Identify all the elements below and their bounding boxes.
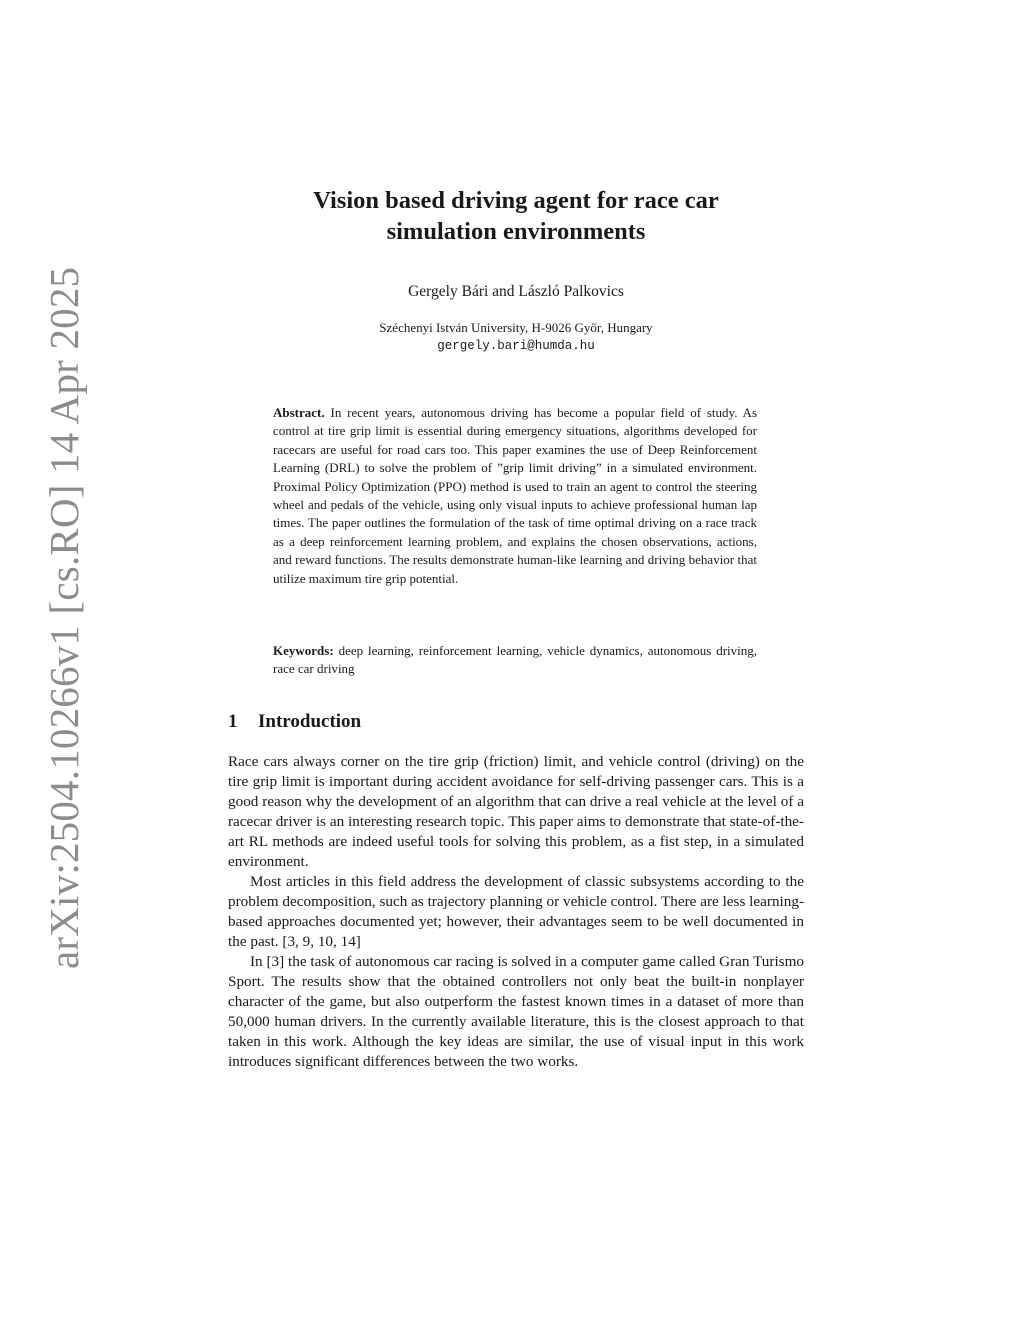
keywords (273, 642, 757, 679)
title-line-1: Vision based driving agent for race car (313, 187, 719, 214)
affiliation: Széchenyi István University, H-9026 Győr, Hungary (379, 320, 653, 335)
authors: Gergely Bári and László Palkovics (408, 283, 624, 300)
paper-title (228, 185, 804, 247)
section-number: 1 (228, 711, 238, 732)
affiliation-block (228, 318, 804, 356)
title-line-2: simulation environments (386, 218, 646, 245)
abstract-text: In recent years, autonomous driving has become a popular field of study. As control at tire grip limit is essential during emergency situations, algorithms developed for racecars are useful for road cars too. This paper examines the use of Deep Reinforcement Learning (DRL) to solve the problem of ”grip limit driving” in a simulated environment. Proximal Policy Optimization (PPO) method is used to train an agent to control the steering wheel and pedals of the vehicle, using only visual inputs to achieve professional human lap times. The paper outlines the formulation of the task of time optimal driving on a race track as a deep reinforcement learning problem, and explains the chosen observations, actions, and reward functions. The results demonstrate human-like learning and driving behavior that utilize maximum tire grip potential. (273, 405, 758, 586)
paragraph: Race cars always corner on the tire grip (friction) limit, and vehicle control (driving) on the tire grip limit is important during accident avoidance for self-driving passenger cars. This is a good reason why the development of an algorithm that can drive a real vehicle at the level of a racecar driver is an interesting research topic. This paper aims to demonstrate that state-of-the-art RL methods are indeed useful tools for solving this problem, as a fist step, in a simulated environment. (228, 753, 804, 870)
paragraph: In [3] the task of autonomous car racing is solved in a computer game called Gran Turismo Sport. The results show that the obtained controllers not only beat the built-in nonplayer character of the game, but also outperform the fastest known times in a dataset of more than 50,000 human drivers. In the currently available literature, this is the closest approach to that taken in this work. Although the key ideas are similar, the use of visual input in this work introduces significant differences between the two works. (228, 953, 804, 1070)
keywords-label: Keywords: (273, 643, 334, 658)
author-email[interactable]: gergely.bari@humda.hu (437, 339, 595, 353)
section-body (228, 752, 804, 1072)
keywords-text: deep learning, reinforcement learning, vehicle dynamics, autonomous driving, race car driving (273, 643, 757, 677)
abstract-label: Abstract. (273, 405, 325, 420)
section-heading (228, 711, 361, 733)
arxiv-identifier-stamp: arXiv:2504.10266v1 [cs.RO] 14 Apr 2025 (41, 266, 87, 969)
abstract (273, 404, 757, 588)
paragraph: Most articles in this field address the development of classic subsystems according to the problem decomposition, such as trajectory planning or vehicle control. There are less learning-based approaches documented yet; however, their advantages seem to be well documented in the past. [3, 9, 10, 14] (228, 873, 804, 950)
section-title: Introduction (258, 711, 362, 732)
